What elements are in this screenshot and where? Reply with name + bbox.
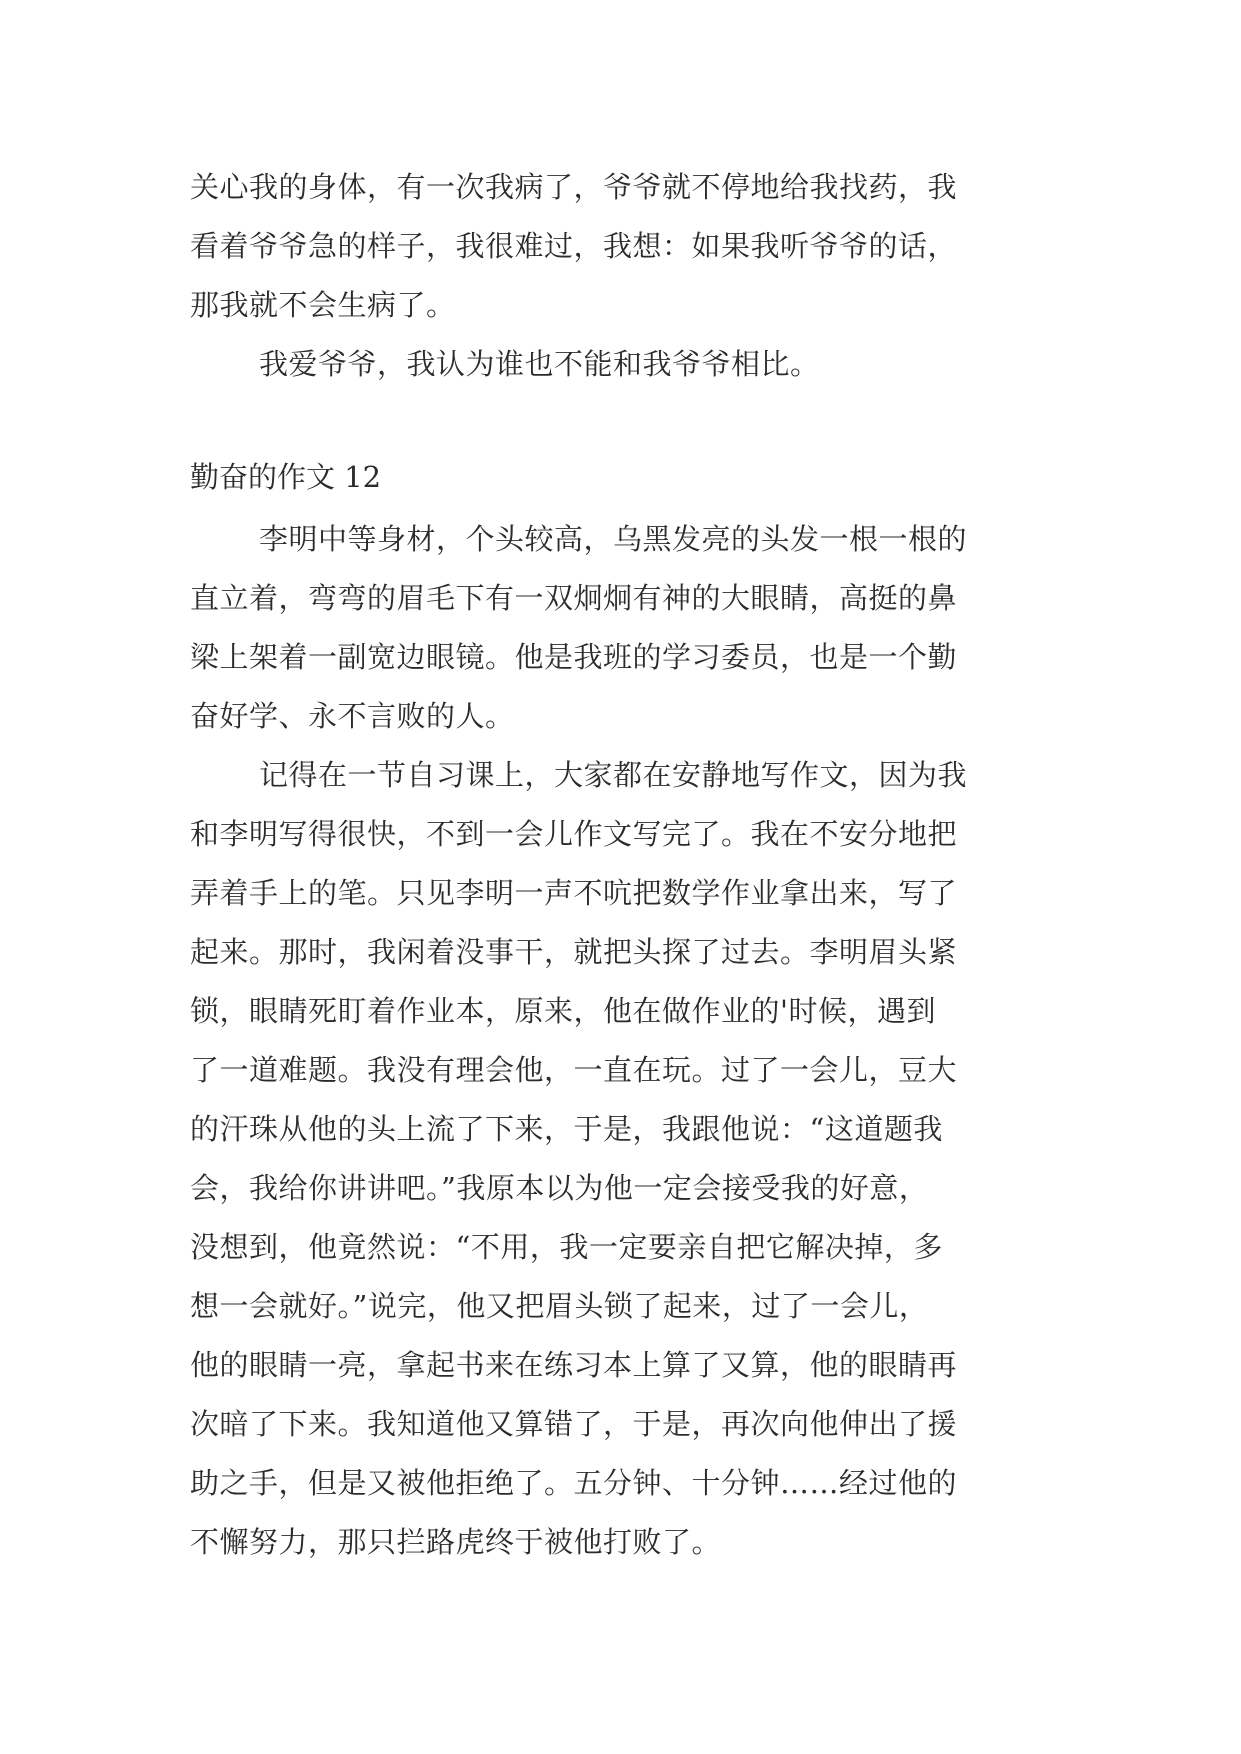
text-line: 和李明写得很快，不到一会儿作文写完了。我在不安分地把: [190, 817, 958, 851]
text-line: 次暗了下来。我知道他又算错了，于是，再次向他伸出了援: [190, 1407, 958, 1441]
text-line: 梁上架着一副宽边眼镜。他是我班的学习委员，也是一个勤: [190, 640, 958, 674]
text-line: 关心我的身体，有一次我病了，爷爷就不停地给我找药，我: [190, 170, 958, 204]
closing-paragraph: 我爱爷爷，我认为谁也不能和我爷爷相比。: [259, 347, 820, 381]
text-line: 记得在一节自习课上，大家都在安静地写作文，因为我: [259, 758, 968, 792]
text-line: 会，我给你讲讲吧。”我原本以为他一定会接受我的好意，: [190, 1171, 929, 1205]
text-line: 起来。那时，我闲着没事干，就把头探了过去。李明眉头紧: [190, 935, 958, 969]
text-line: 锁，眼睛死盯着作业本，原来，他在做作业的'时候，遇到: [190, 994, 936, 1028]
section1-text: [190, 158, 1070, 394]
essay-heading: 勤奋的作文 12: [190, 460, 382, 494]
text-line: 奋好学、永不言败的人。: [190, 699, 515, 733]
text-line: 了一道难题。我没有理会他，一直在玩。过了一会儿，豆大: [190, 1053, 958, 1087]
text-line: 直立着，弯弯的眉毛下有一双炯炯有神的大眼睛，高挺的鼻: [190, 581, 958, 615]
text-line: 李明中等身材，个头较高，乌黑发亮的头发一根一根的: [259, 522, 968, 556]
text-line: 弄着手上的笔。只见李明一声不吭把数学作业拿出来，写了: [190, 876, 958, 910]
text-line: 看着爷爷急的样子，我很难过，我想：如果我听爷爷的话，: [190, 229, 958, 263]
section2-paragraph-2: [190, 746, 1070, 1572]
text-line: 的汗珠从他的头上流了下来，于是，我跟他说：“这道题我: [190, 1112, 943, 1146]
text-line: 没想到，他竟然说：“不用，我一定要亲自把它解决掉，多: [190, 1230, 943, 1264]
section2-paragraph-1: [190, 510, 1070, 746]
text-line: 那我就不会生病了。: [190, 288, 456, 322]
text-line: 他的眼睛一亮，拿起书来在练习本上算了又算，他的眼睛再: [190, 1348, 958, 1382]
text-line: 不懈努力，那只拦路虎终于被他打败了。: [190, 1525, 722, 1559]
text-line: 助之手，但是又被他拒绝了。五分钟、十分钟……经过他的: [190, 1466, 958, 1500]
text-line: 想一会就好。”说完，他又把眉头锁了起来，过了一会儿，: [190, 1289, 929, 1323]
